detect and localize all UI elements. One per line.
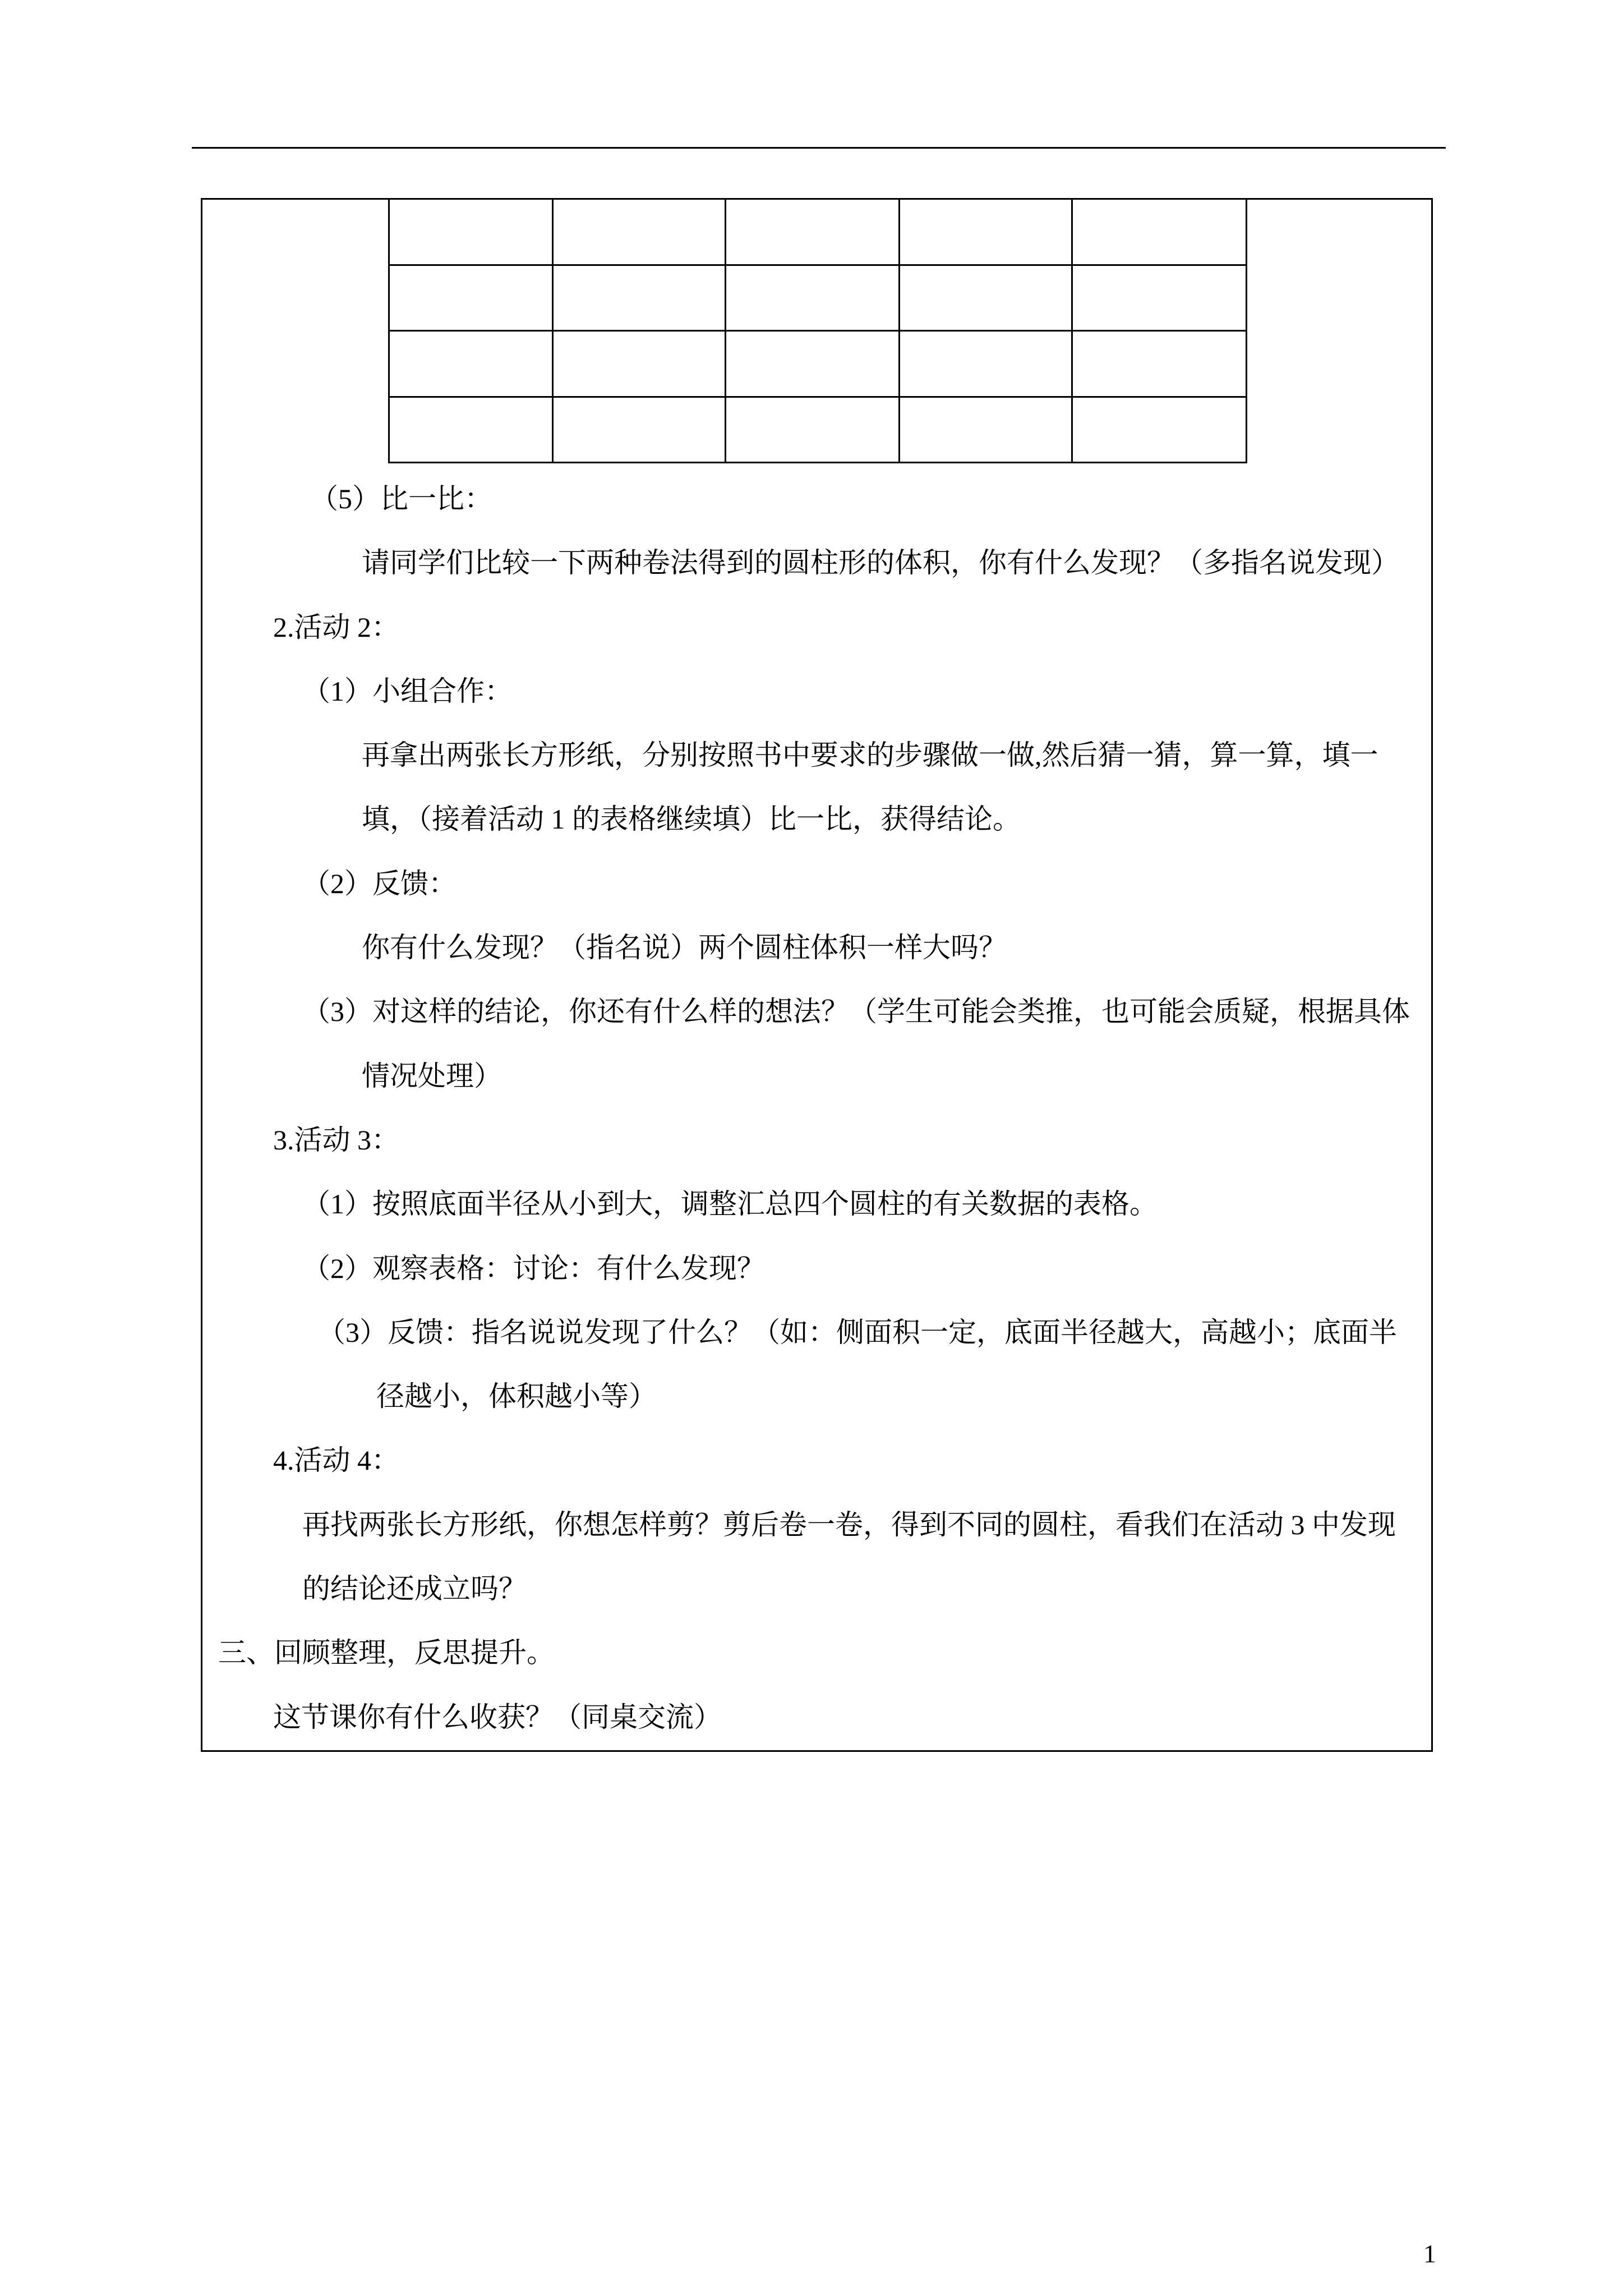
step-label: （1）小组合作： [302,675,513,707]
step-detail: 再拿出两张长方形纸，分别按照书中要求的步骤做一做,然后猜一猜，算一算，填一 [362,739,1378,771]
table-cell [726,331,900,397]
table-cell [900,331,1072,397]
section-prompt: 这节课你有什么收获？（同桌交流） [273,1701,722,1733]
step-detail: 请同学们比较一下两种卷法得到的圆柱形的体积，你有什么发现？（多指名说发现） [362,547,1399,579]
step-detail: 你有什么发现？（指名说）两个圆柱体积一样大吗？ [362,932,1007,964]
table-cell [389,331,553,397]
activity-title: 2.活动 2： [273,611,399,643]
table-cell [553,265,726,331]
step-label: （5）比一比： [310,483,492,514]
step-label: （2）反馈： [302,867,457,899]
header-rule [192,147,1446,149]
table-cell [726,265,900,331]
table-cell [1072,397,1247,463]
step-detail: 径越小，体积越小等） [376,1381,657,1412]
table-row [389,331,1247,397]
step-label: （3）反馈：指名说说发现了什么？（如：侧面积一定，底面半径越大，高越小；底面半 [317,1316,1397,1348]
step-detail: 情况处理） [362,1060,502,1092]
table-cell [726,199,900,265]
table-cell [900,265,1072,331]
activity-title: 3.活动 3： [273,1124,399,1156]
step-detail: 填，（接着活动 1 的表格继续填）比一比，获得结论。 [362,803,1021,835]
table-row [389,397,1247,463]
activity-title: 4.活动 4： [273,1444,399,1476]
comparison-table [388,198,1247,463]
table-cell [389,199,553,265]
step-label: （2）观察表格：讨论：有什么发现？ [302,1252,765,1284]
section-heading: 三、回顾整理，反思提升。 [218,1637,555,1669]
table-cell [1072,199,1247,265]
table-cell [553,199,726,265]
lesson-body [201,467,1433,1749]
step-label: （1）按照底面半径从小到大，调整汇总四个圆柱的有关数据的表格。 [302,1188,1158,1220]
step-detail: 再找两张长方形纸，你想怎样剪？剪后卷一卷，得到不同的圆柱，看我们在活动 3 中发现 [302,1508,1396,1540]
table-row [389,199,1247,265]
table-row [389,265,1247,331]
table-cell [900,397,1072,463]
table-cell [900,199,1072,265]
table-cell [1072,331,1247,397]
step-detail: 的结论还成立吗？ [302,1573,527,1605]
page-number: 1 [1423,2239,1436,2268]
table-cell [389,265,553,331]
table-cell [553,331,726,397]
table-cell [553,397,726,463]
table-cell [726,397,900,463]
table-cell [389,397,553,463]
table-cell [1072,265,1247,331]
step-label: （3）对这样的结论，你还有什么样的想法？（学生可能会类推，也可能会质疑，根据具体 [302,996,1410,1028]
